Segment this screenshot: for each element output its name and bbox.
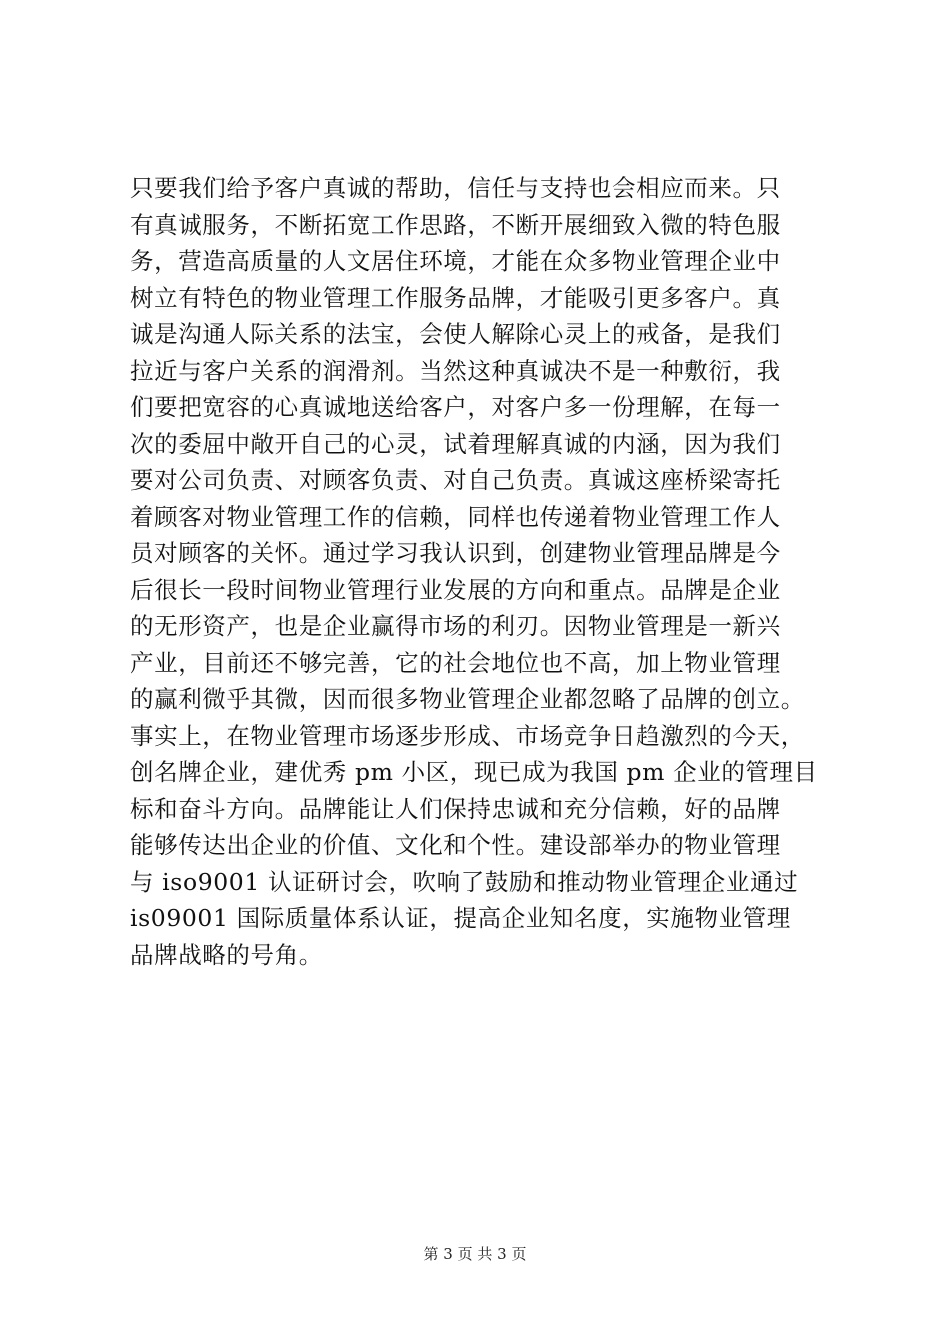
paragraph-line: 的无形资产，也是企业赢得市场的利刃。因物业管理是一新兴	[130, 612, 781, 640]
paragraph-line: 能够传达出企业的价值、文化和个性。建设部举办的物业管理	[130, 831, 781, 859]
paragraph-line: 只要我们给予客户真诚的帮助，信任与支持也会相应而来。只	[130, 174, 781, 202]
paragraph-line: 要对公司负责、对顾客负责、对自己负责。真诚这座桥梁寄托	[130, 466, 781, 494]
paragraph-line: 产业，目前还不够完善，它的社会地位也不高，加上物业管理	[130, 648, 781, 677]
paragraph-line: 的赢利微乎其微，因而很多物业管理企业都忽略了品牌的创立。	[130, 685, 805, 713]
paragraph-line: 次的委屈中敞开自己的心灵，试着理解真诚的内涵，因为我们	[130, 429, 781, 458]
paragraph-line: 有真诚服务，不断拓宽工作思路，不断开展细致入微的特色服	[130, 210, 781, 239]
paragraph-line: 事实上，在物业管理市场逐步形成、市场竞争日趋激烈的今天，	[130, 721, 805, 750]
paragraph-line: 们要把宽容的心真诚地送给客户，对客户多一份理解，在每一	[130, 393, 781, 421]
body-paragraph	[130, 170, 850, 973]
paragraph-line: 树立有特色的物业管理工作服务品牌，才能吸引更多客户。真	[130, 283, 781, 312]
paragraph-line: 诚是沟通人际关系的法宝，会使人解除心灵上的戒备，是我们	[130, 320, 781, 348]
page-number-footer: 第 3 页 共 3 页	[423, 1245, 527, 1263]
paragraph-line: 品牌战略的号角。	[130, 940, 323, 969]
paragraph-line: is09001 国际质量体系认证，提高企业知名度，实施物业管理	[130, 904, 791, 932]
paragraph-line: 务，营造高质量的人文居住环境，才能在众多物业管理企业中	[130, 247, 781, 275]
paragraph-line: 拉近与客户关系的润滑剂。当然这种真诚决不是一种敷衍，我	[130, 356, 781, 385]
paragraph-line: 与 iso9001 认证研讨会，吹响了鼓励和推动物业管理企业通过	[130, 867, 799, 896]
paragraph-line: 创名牌企业，建优秀 pm 小区，现已成为我国 pm 企业的管理目	[130, 758, 818, 786]
paragraph-line: 员对顾客的关怀。通过学习我认识到，创建物业管理品牌是今	[130, 539, 781, 567]
paragraph-line: 着顾客对物业管理工作的信赖，同样也传递着物业管理工作人	[130, 502, 781, 531]
paragraph-line: 后很长一段时间物业管理行业发展的方向和重点。品牌是企业	[130, 575, 781, 604]
paragraph-line: 标和奋斗方向。品牌能让人们保持忠诚和充分信赖，好的品牌	[130, 794, 781, 823]
